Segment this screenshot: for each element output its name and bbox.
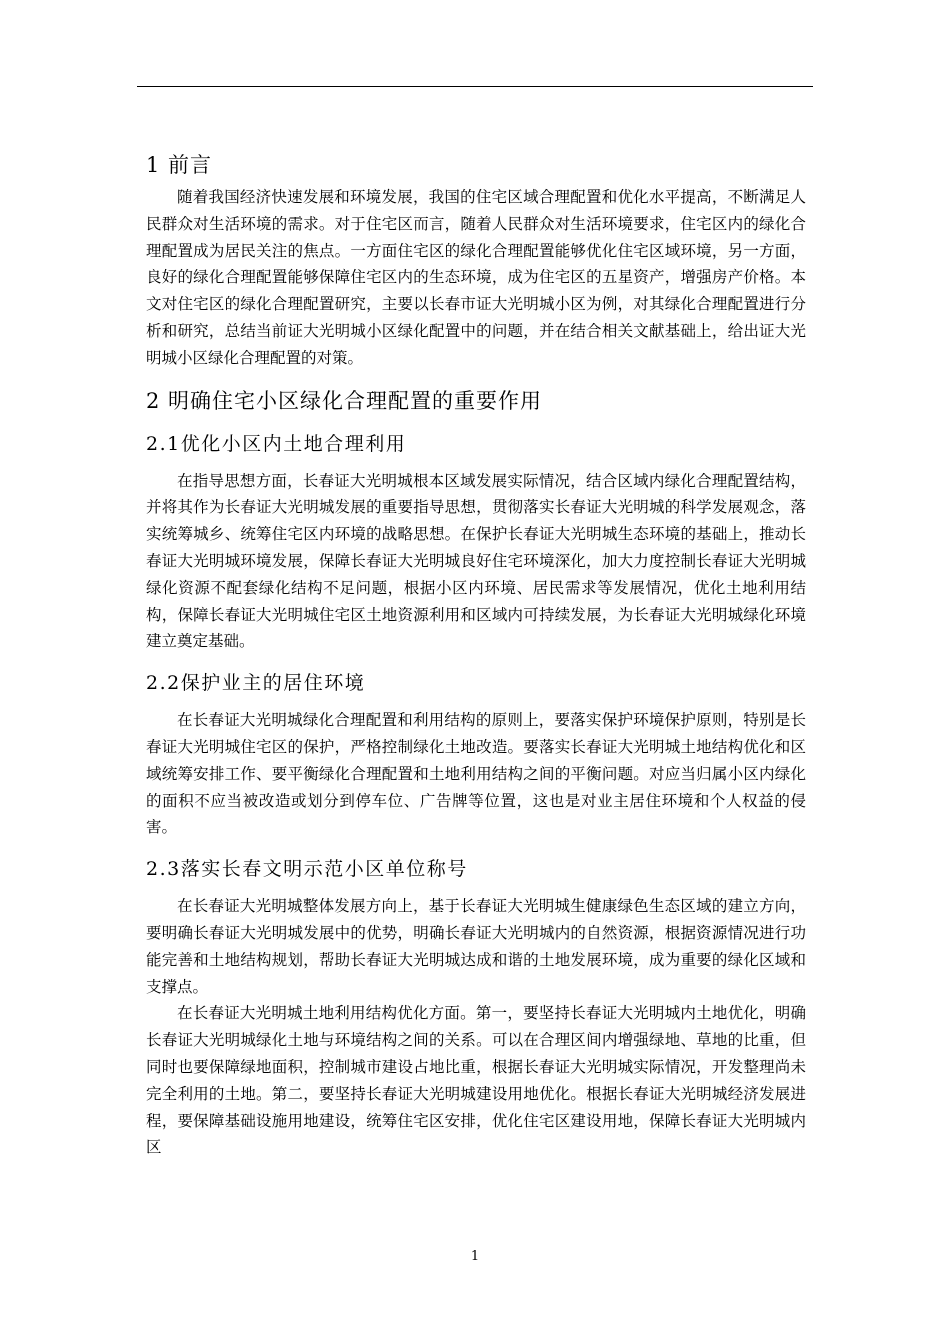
section-heading-2-2: 2.2保护业主的居住环境 <box>146 672 366 695</box>
section-1-paragraph-1: 随着我国经济快速发展和环境发展，我国的住宅区域合理配置和优化水平提高，不断满足人民群众对生活环境的需求。对于住宅区而言，随着人民群众对生活环境要求，住宅区内的绿化合理配置成为居民关注的焦点。一方面住宅区的绿化合理配置能够优化住宅区域环境，另一方面，良好的绿化合理配置能够保障住宅区内的生态环境，成为住宅区的五星资产，增强房产价格。本文对住宅区的绿化合理配置研究，主要以长春市证大光明城小区为例，对其绿化合理配置进行分析和研究，总结当前证大光明城小区绿化配置中的问题，并在结合相关文献基础上，给出证大光明城小区绿化合理配置的对策。 <box>146 188 806 367</box>
section-2-2-paragraph-1: 在长春证大光明城绿化合理配置和利用结构的原则上，要落实保护环境保护原则，特别是长春证大光明城住宅区的保护，严格控制绿化土地改造。要落实长春证大光明城土地结构优化和区域统筹安排工作、要平衡绿化合理配置和土地利用结构之间的平衡问题。对应当归属小区内绿化的面积不应当被改造或划分到停车位、广告牌等位置，这也是对业主居住环境和个人权益的侵害。 <box>146 711 806 837</box>
section-heading-2-3: 2.3落实长春文明示范小区单位称号 <box>146 858 468 881</box>
section-heading-1: 1 前言 <box>146 153 213 177</box>
section-2-1-paragraph-1: 在指导思想方面，长春证大光明城根本区域发展实际情况，结合区域内绿化合理配置结构，并将其作为长春证大光明城发展的重要指导思想，贯彻落实长春证大光明城的科学发展观念，落实统筹城乡、统筹住宅区内环境的战略思想。在保护长春证大光明城生态环境的基础上，推动长春证大光明城环境发展，保障长春证大光明城良好住宅环境深化，加大力度控制长春证大光明城绿化资源不配套绿化结构不足问题，根据小区内环境、居民需求等发展情况，优化土地利用结构，保障长春证大光明城住宅区土地资源利用和区域内可持续发展，为长春证大光明城绿化环境建立奠定基础。 <box>146 471 806 651</box>
section-heading-2-1: 2.1优化小区内土地合理利用 <box>146 432 407 455</box>
document-body <box>146 140 806 1161</box>
section-2-3-paragraph-2: 在长春证大光明城土地利用结构优化方面。第一，要坚持长春证大光明城内土地优化，明确长春证大光明城绿化土地与环境结构之间的关系。可以在合理区间内增强绿地、草地的比重，但同时也要保障绿地面积，控制城市建设占地比重，根据长春证大光明城实际情况，开发整理尚未完全利用的土地。第二，要坚持长春证大光明城建设用地优化。根据长春证大光明城经济发展进程，要保障基础设施用地建设，统筹住宅区安排，优化住宅区建设用地，保障长春证大光明城内区 <box>146 1004 806 1157</box>
header-rule <box>137 86 813 87</box>
section-2-3-paragraph-1: 在长春证大光明城整体发展方向上，基于长春证大光明城生健康绿色生态区域的建立方向，要明确长春证大光明城发展中的优势，明确长春证大光明城内的自然资源，根据资源情况进行功能完善和土地结构规划，帮助长春证大光明城达成和谐的土地发展环境，成为重要的绿化区域和支撑点。 <box>146 897 806 996</box>
section-heading-2: 2 明确住宅小区绿化合理配置的重要作用 <box>146 388 543 413</box>
page-number: 1 <box>470 1249 480 1264</box>
